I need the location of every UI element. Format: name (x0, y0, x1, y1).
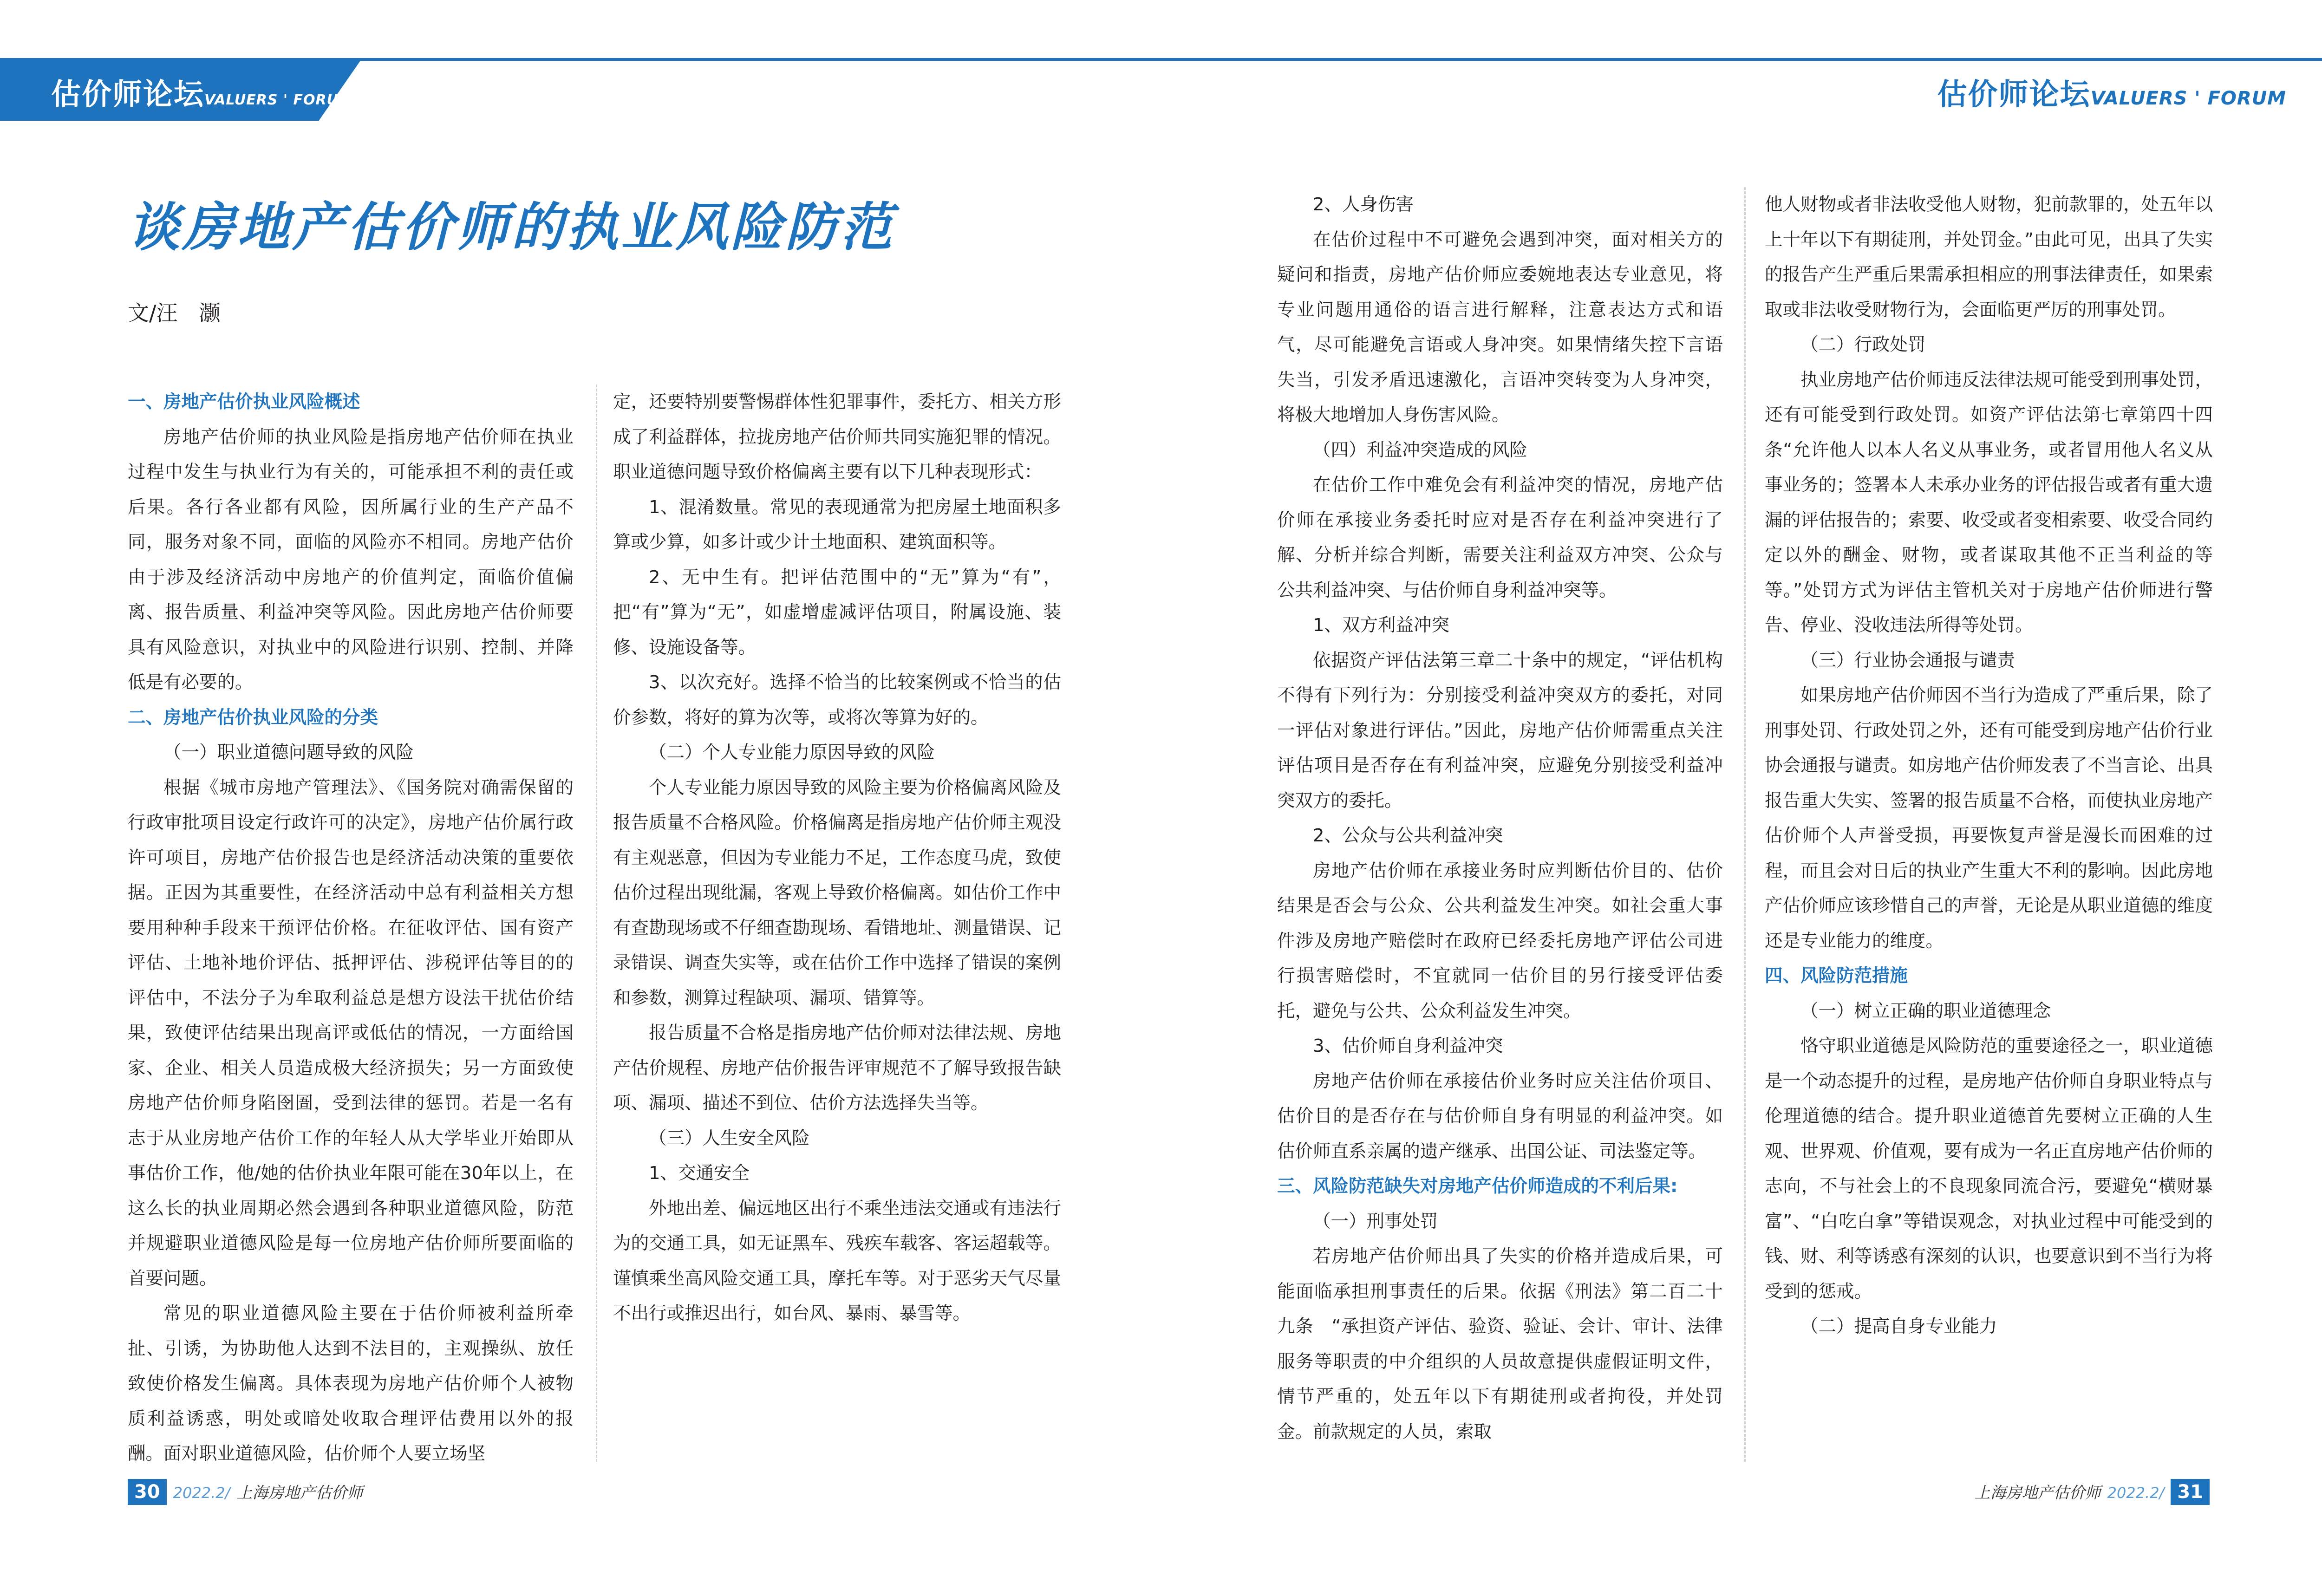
paragraph: 房地产估价师的执业风险是指房地产估价师在执业过程中发生与执业行为有关的，可能承担不利的责任或后果。各行各业都有风险，因所属行业的生产产品不同，服务对象不同，面临的风险亦不相同。房地产估价由于涉及经济活动中房地产的价值判定，面临价值偏离、报告质量、利益冲突等风险。因此房地产估价师要具有风险意识，对执业中的风险进行识别、控制、并降低是有必要的。 (128, 426, 574, 693)
paragraph: 房地产估价师在承接估价业务时应关注估价项目、估价目的是否存在与估价师自身有明显的利益冲突。如估价师直系亲属的遗产继承、出国公证、司法鉴定等。 (1277, 1070, 1723, 1162)
paragraph: 常见的职业道德风险主要在于估价师被利益所牵扯、引诱，为协助他人达到不法目的，主观操纵、放任致使价格发生偏离。具体表现为房地产估价师个人被物质利益诱惑，明处或暗处收取合理评估费用以外的报酬。面对职业道德风险，估价师个人要立场坚 (128, 1303, 574, 1464)
brand-left: 上海房地产估价师 (236, 1484, 363, 1502)
paragraph: 执业房地产估价师违反法律法规可能受到刑事处罚，还有可能受到行政处罚。如资产评估法第七章第四十四条“允许他人以本人名义从事业务，或者冒用他人名义从事业务的；签署本人未承办业务的评估报告或者有重大遗漏的评估报告的；索要、收受或者变相索要、收受合同约定以外的酬金、财物，或者谋取其他不正当利益的等等。”处罚方式为评估主管机关对于房地产估价师进行警告、停业、没收违法所得等处罚。 (1765, 369, 2213, 636)
paragraph: 个人专业能力原因导致的风险主要为价格偏离风险及报告质量不合格风险。价格偏离是指房地产估价师主观没有主观恶意，但因为专业能力不足，工作态度马虎，致使估价过程出现纰漏，客观上导致价格偏离。如估价工作中有查勘现场或不仔细查勘现场、看错地址、测量错误、记录错误、调查失实等，或在估价工作中选择了错误的案例和参数，测算过程缺项、漏项、错算等。 (613, 777, 1061, 1009)
column-divider (596, 384, 597, 1462)
text-column-2 (613, 384, 1061, 1331)
issue-left: 2022.2/ (173, 1484, 230, 1502)
issue-right: 2022.2/ (2107, 1484, 2165, 1502)
brand-right: 上海房地产估价师 (1974, 1484, 2101, 1502)
subsection-heading: （二）行政处罚 (1800, 334, 1926, 355)
subsection-heading: （一）刑事处罚 (1313, 1211, 1438, 1232)
text-column-3 (1277, 187, 1723, 1449)
subsection-heading: （一）职业道德问题导致的风险 (163, 742, 414, 763)
page-number-right: 31 (2171, 1479, 2210, 1505)
paragraph: 2、无中生有。把评估范围中的“无”算为“有”，把“有”算为“无”，如虚增虚减评估项目，附属设施、装修、设施设备等。 (613, 567, 1061, 658)
header-right-title (1937, 71, 2286, 113)
text-column-4 (1765, 187, 2213, 1344)
paragraph: 在估价工作中难免会有利益冲突的情况，房地产估价师在承接业务委托时应对是否存在利益冲突进行了解、分析并综合判断，需要关注利益双方冲突、公众与公共利益冲突、与估价师自身利益冲突等。 (1277, 475, 1723, 601)
article-author: 文/汪 灏 (128, 300, 221, 326)
paragraph: 报告质量不合格是指房地产估价师对法律法规、房地产估价规程、房地产估价报告评审规范不了解导致报告缺项、漏项、描述不到位、估价方法选择失当等。 (613, 1023, 1061, 1114)
paragraph: 3、以次充好。选择不恰当的比较案例或不恰当的估价参数，将好的算为次等，或将次等算为好的。 (613, 672, 1061, 728)
subsection-heading: 2、公众与公共利益冲突 (1313, 825, 1503, 846)
subsection-heading: （二）个人专业能力原因导致的风险 (649, 742, 935, 763)
paragraph: 根据《城市房地产管理法》、《国务院对确需保留的行政审批项目设定行政许可的决定》，房地产估价属行政许可项目，房地产估价报告也是经济活动决策的重要依据。正因为其重要性，在经济活动中总有利益相关方想要用种种手段来干预评估价格。在征收评估、国有资产评估、土地补地价评估、抵押评估、涉税评估等目的的评估中，不法分子为牟取利益总是想方设法干扰估价结果，致使评估结果出现高评或低估的情况，一方面给国家、企业、相关人员造成极大经济损失；另一方面致使房地产估价师身陷囹圄，受到法律的惩罚。若是一名有志于从业房地产估价工作的年轻人从大学毕业开始即从事估价工作，他/她的估价执业年限可能在30年以上，在这么长的执业周期必然会遇到各种职业道德风险，防范并规避职业道德风险是每一位房地产估价师所要面临的首要问题。 (128, 777, 574, 1289)
paragraph: 若房地产估价师出具了失实的价格并造成后果，可能面临承担刑事责任的后果。依据《刑法》第二百二十九条 “承担资产评估、验资、验证、会计、审计、法律服务等职责的中介组织的人员故意提供虚假证明文件，情节严重的，处五年以下有期徒刑或者拘役，并处罚金。前款规定的人员，索取 (1277, 1246, 1723, 1442)
paragraph: 依据资产评估法第三章二十条中的规定，“评估机构不得有下列行为：分别接受利益冲突双方的委托，对同一评估对象进行评估。”因此，房地产估价师需重点关注评估项目是否存在有利益冲突，应避免分别接受利益冲突双方的委托。 (1277, 650, 1723, 811)
header-right-title-en: VALUERS ' FORUM (2090, 88, 2286, 109)
section-heading: 一、房地产估价执业风险概述 (128, 391, 360, 412)
section-heading: 二、房地产估价执业风险的分类 (128, 707, 378, 728)
paragraph: 恪守职业道德是风险防范的重要途径之一，职业道德是一个动态提升的过程，是房地产估价师自身职业特点与伦理道德的结合。提升职业道德首先要树立正确的人生观、世界观、价值观，要有成为一名正直房地产估价师的志向，不与社会上的不良现象同流合污，要避免“横财暴富”、“白吃白拿”等错误观念，对执业过程中可能受到的钱、财、利等诱惑有深刻的认识，也要意识到不当行为将受到的惩戒。 (1765, 1036, 2213, 1302)
subsection-heading: （二）提高自身专业能力 (1800, 1316, 1997, 1337)
paragraph: 如果房地产估价师因不当行为造成了严重后果，除了刑事处罚、行政处罚之外，还有可能受到房地产估价行业协会通报与谴责。如房地产估价师发表了不当言论、出具报告重大失实、签署的报告质量不合格，而使执业房地产估价师个人声誉受损，再要恢复声誉是漫长而困难的过程，而且会对日后的执业产生重大不利的影响。因此房地产估价师应该珍惜自己的声誉，无论是从职业道德的维度还是专业能力的维度。 (1765, 685, 2213, 951)
article-title: 谈房地产估价师的执业风险防范 (128, 197, 895, 258)
page-number-left: 30 (128, 1479, 167, 1505)
paragraph: 1、混淆数量。常见的表现通常为把房屋土地面积多算或少算，如多计或少计土地面积、建筑面积等。 (613, 496, 1061, 553)
subsection-heading: （四）利益冲突造成的风险 (1313, 439, 1528, 461)
subsection-heading: 1、双方利益冲突 (1313, 615, 1449, 636)
subsection-heading: （一）树立正确的职业道德理念 (1800, 1000, 2051, 1022)
paragraph: 他人财物或者非法收受他人财物，犯前款罪的，处五年以上十年以下有期徒刑，并处罚金。”由此可见，出具了失实的报告产生严重后果需承担相应的刑事法律责任，如果索取或非法收受财物行为，会面临更严厉的刑事处罚。 (1765, 194, 2213, 320)
text-column-1 (128, 384, 574, 1472)
paragraph: 定，还要特别要警惕群体性犯罪事件，委托方、相关方形成了利益群体，拉拢房地产估价师共同实施犯罪的情况。职业道德问题导致价格偏离主要有以下几种表现形式： (613, 391, 1061, 482)
paragraph: 房地产估价师在承接业务时应判断估价目的、估价结果是否会与公众、公共利益发生冲突。如社会重大事件涉及房地产赔偿时在政府已经委托房地产评估公司进行损害赔偿时，不宜就同一估价目的另行接受评估委托，避免与公共、公众利益发生冲突。 (1277, 860, 1723, 1022)
subsection-heading: （三）行业协会通报与谴责 (1800, 650, 2015, 671)
section-heading: 四、风险防范措施 (1765, 965, 1908, 986)
header-right-title-cn: 估价师论坛 (1937, 78, 2091, 112)
subsection-heading: （三）人生安全风险 (649, 1127, 810, 1149)
paragraph: 外地出差、偏远地区出行不乘坐违法交通或有违法行为的交通工具，如无证黑车、残疾车载客、客运超载等。谨慎乘坐高风险交通工具，摩托车等。对于恶劣天气尽量不出行或推迟出行，如台风、暴雨、暴雪等。 (613, 1198, 1061, 1324)
subsection-heading: 1、交通安全 (649, 1163, 750, 1184)
section-heading: 三、风险防范缺失对房地产估价师造成的不利后果: (1277, 1176, 1678, 1197)
footer-left (128, 1479, 363, 1507)
paragraph: 在估价过程中不可避免会遇到冲突，面对相关方的疑问和指责，房地产估价师应委婉地表达专业意见，将专业问题用通俗的语言进行解释，注意表达方式和语气，尽可能避免言语或人身冲突。如果情绪失控下言语失当，引发矛盾迅速激化，言语冲突转变为人身冲突，将极大地增加人身伤害风险。 (1277, 229, 1723, 425)
header-left-title (51, 71, 353, 113)
subsection-heading: 2、人身伤害 (1313, 194, 1414, 215)
subsection-heading: 3、估价师自身利益冲突 (1313, 1036, 1503, 1056)
footer-right (1975, 1479, 2210, 1507)
column-divider (1744, 187, 1746, 1462)
header-left-title-cn: 估价师论坛 (51, 78, 204, 112)
header-left-title-en: VALUERS ' FORUM (204, 92, 353, 108)
